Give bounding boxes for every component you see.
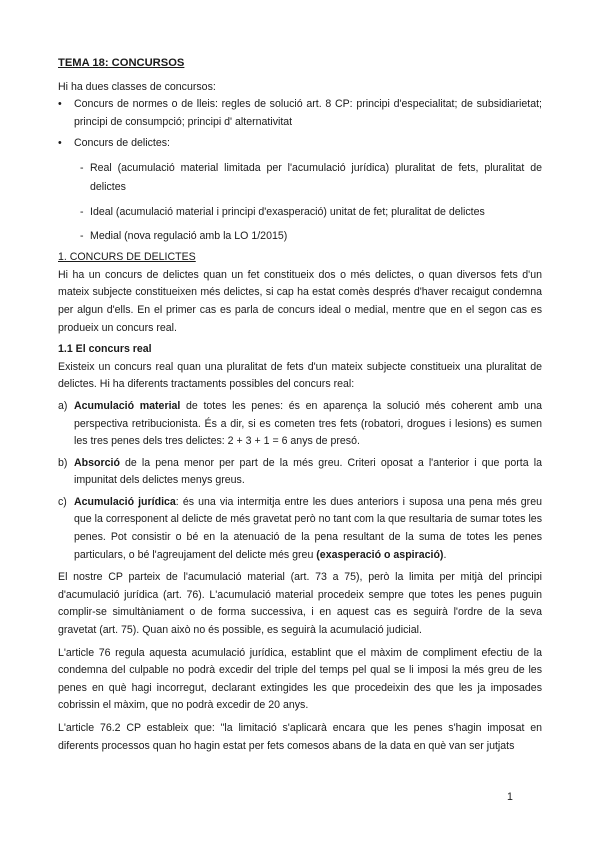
section-heading: 1. CONCURS DE DELICTES (58, 251, 196, 264)
dash-icon: - (80, 161, 84, 174)
list-item-b (58, 455, 542, 490)
dash-item (58, 159, 542, 197)
dash-text: Ideal (acumulació material i principi d'exasperació) unitat de fet; pluralitat de delictes (90, 205, 485, 218)
section-paragraph: Hi ha un concurs de delictes quan un fet constitueix dos o més delictes, o quan diversos fets d'un mateix subjecte constitueixen més delictes, si cap ha estat comès després d'haver recaigut condemna per algun d'ells. En el primer cas es parla de concurs ideal o medial, mentre que en el segon cas es produeix un concurs real. (58, 268, 542, 334)
dash-item (58, 228, 542, 246)
dash-icon: - (80, 205, 84, 218)
item-text: de la pena menor per part de la més greu. Criteri oposat a l'anterior i que porta la impunitat dels delictes menys greus. (74, 456, 542, 487)
bullet-text: Concurs de delictes: (74, 137, 170, 150)
intro-text: Hi ha dues classes de concursos: (58, 80, 216, 93)
bullet-icon: • (58, 137, 62, 150)
dash-icon: - (80, 229, 84, 242)
item-letter: c) (58, 495, 67, 508)
item-text: de totes les penes: és en aparença la solució més coherent amb una perspectiva retribucionista. És a dir, si es cometen tres fets (robatori, drogues i lesions) es sumen les tres penes dels tres delictes: 2 + 3 + 1 = 6 anys de presó. (74, 399, 542, 448)
item-bold-term: (exasperació o aspiració) (316, 548, 444, 561)
dash-text: Real (acumulació material limitada per l'acumulació jurídica) pluralitat de fets, pluralitat de delictes (90, 161, 542, 193)
bullet-icon: • (58, 98, 62, 111)
paragraph-cp: El nostre CP parteix de l'acumulació material (art. 73 a 75), però la limita per mitjà del principi d'acumulació jurídica (art. 76). L'acumulació material procedeix sempre que totes les penes puguin complir-se simultàniament o de forma successiva, i en aquest cas es seguirà l'ordre de la seva gravetat (art. 75). Quan això no és possible, es seguirà la acumulació judicial. (58, 571, 542, 637)
item-letter: b) (58, 456, 68, 469)
item-bold-term: Absorció (74, 456, 120, 469)
subsection-heading: 1.1 El concurs real (58, 343, 152, 356)
dash-item (58, 204, 542, 222)
item-bold-term: Acumulació jurídica (74, 495, 176, 508)
paragraph-art76: L'article 76 regula aquesta acumulació jurídica, establint que el màxim de compliment efectiu de la condemna del culpable no podrà excedir del triple del temps pel qual se li imposi la més greu de les penes en què hagi incorregut, declarant extingides les que procedeixin des que les ja imposades cobrissin el màxim, que no podrà excedir de 20 anys. (58, 646, 542, 712)
dash-text: Medial (nova regulació amb la LO 1/2015) (90, 229, 288, 242)
item-bold-term: Acumulació material (74, 399, 181, 412)
list-item-a (58, 398, 542, 451)
page-content (58, 55, 542, 755)
paragraph-art762: L'article 76.2 CP estableix que: "la limitació s'aplicarà encara que les penes s'hagin imposat en diferents processos quan ho hagin estat per fets comesos abans de la data en què van ser jutjats (58, 722, 542, 752)
item-tail: . (443, 548, 447, 561)
bullet-text: Concurs de normes o de lleis: regles de solució art. 8 CP: principi d'especialitat; de subsidiarietat; principi de consumpció; principi d' alternativitat (74, 98, 542, 128)
list-item-c (58, 494, 542, 564)
page-number: 1 (507, 791, 513, 803)
item-text: : és una via intermitja entre les dues anteriors i suposa una pena més greu que la corresponent al delicte de més gravetat però no tant com la que resultaria de sumar totes les penes. Pot consistir o bé en la atenuació de la pena resultant de la suma de totes les penes particulars, o bé l'agreujament del delicte més greu (74, 495, 542, 561)
page-title: TEMA 18: CONCURSOS (58, 57, 185, 69)
bullet-item (58, 96, 542, 131)
item-letter: a) (58, 399, 68, 412)
bullet-item (58, 135, 542, 153)
subsection-paragraph: Existeix un concurs real quan una pluralitat de fets d'un mateix subjecte constitueix una pluralitat de delictes. Hi ha diferents tractaments possibles del concurs real: (58, 360, 542, 391)
